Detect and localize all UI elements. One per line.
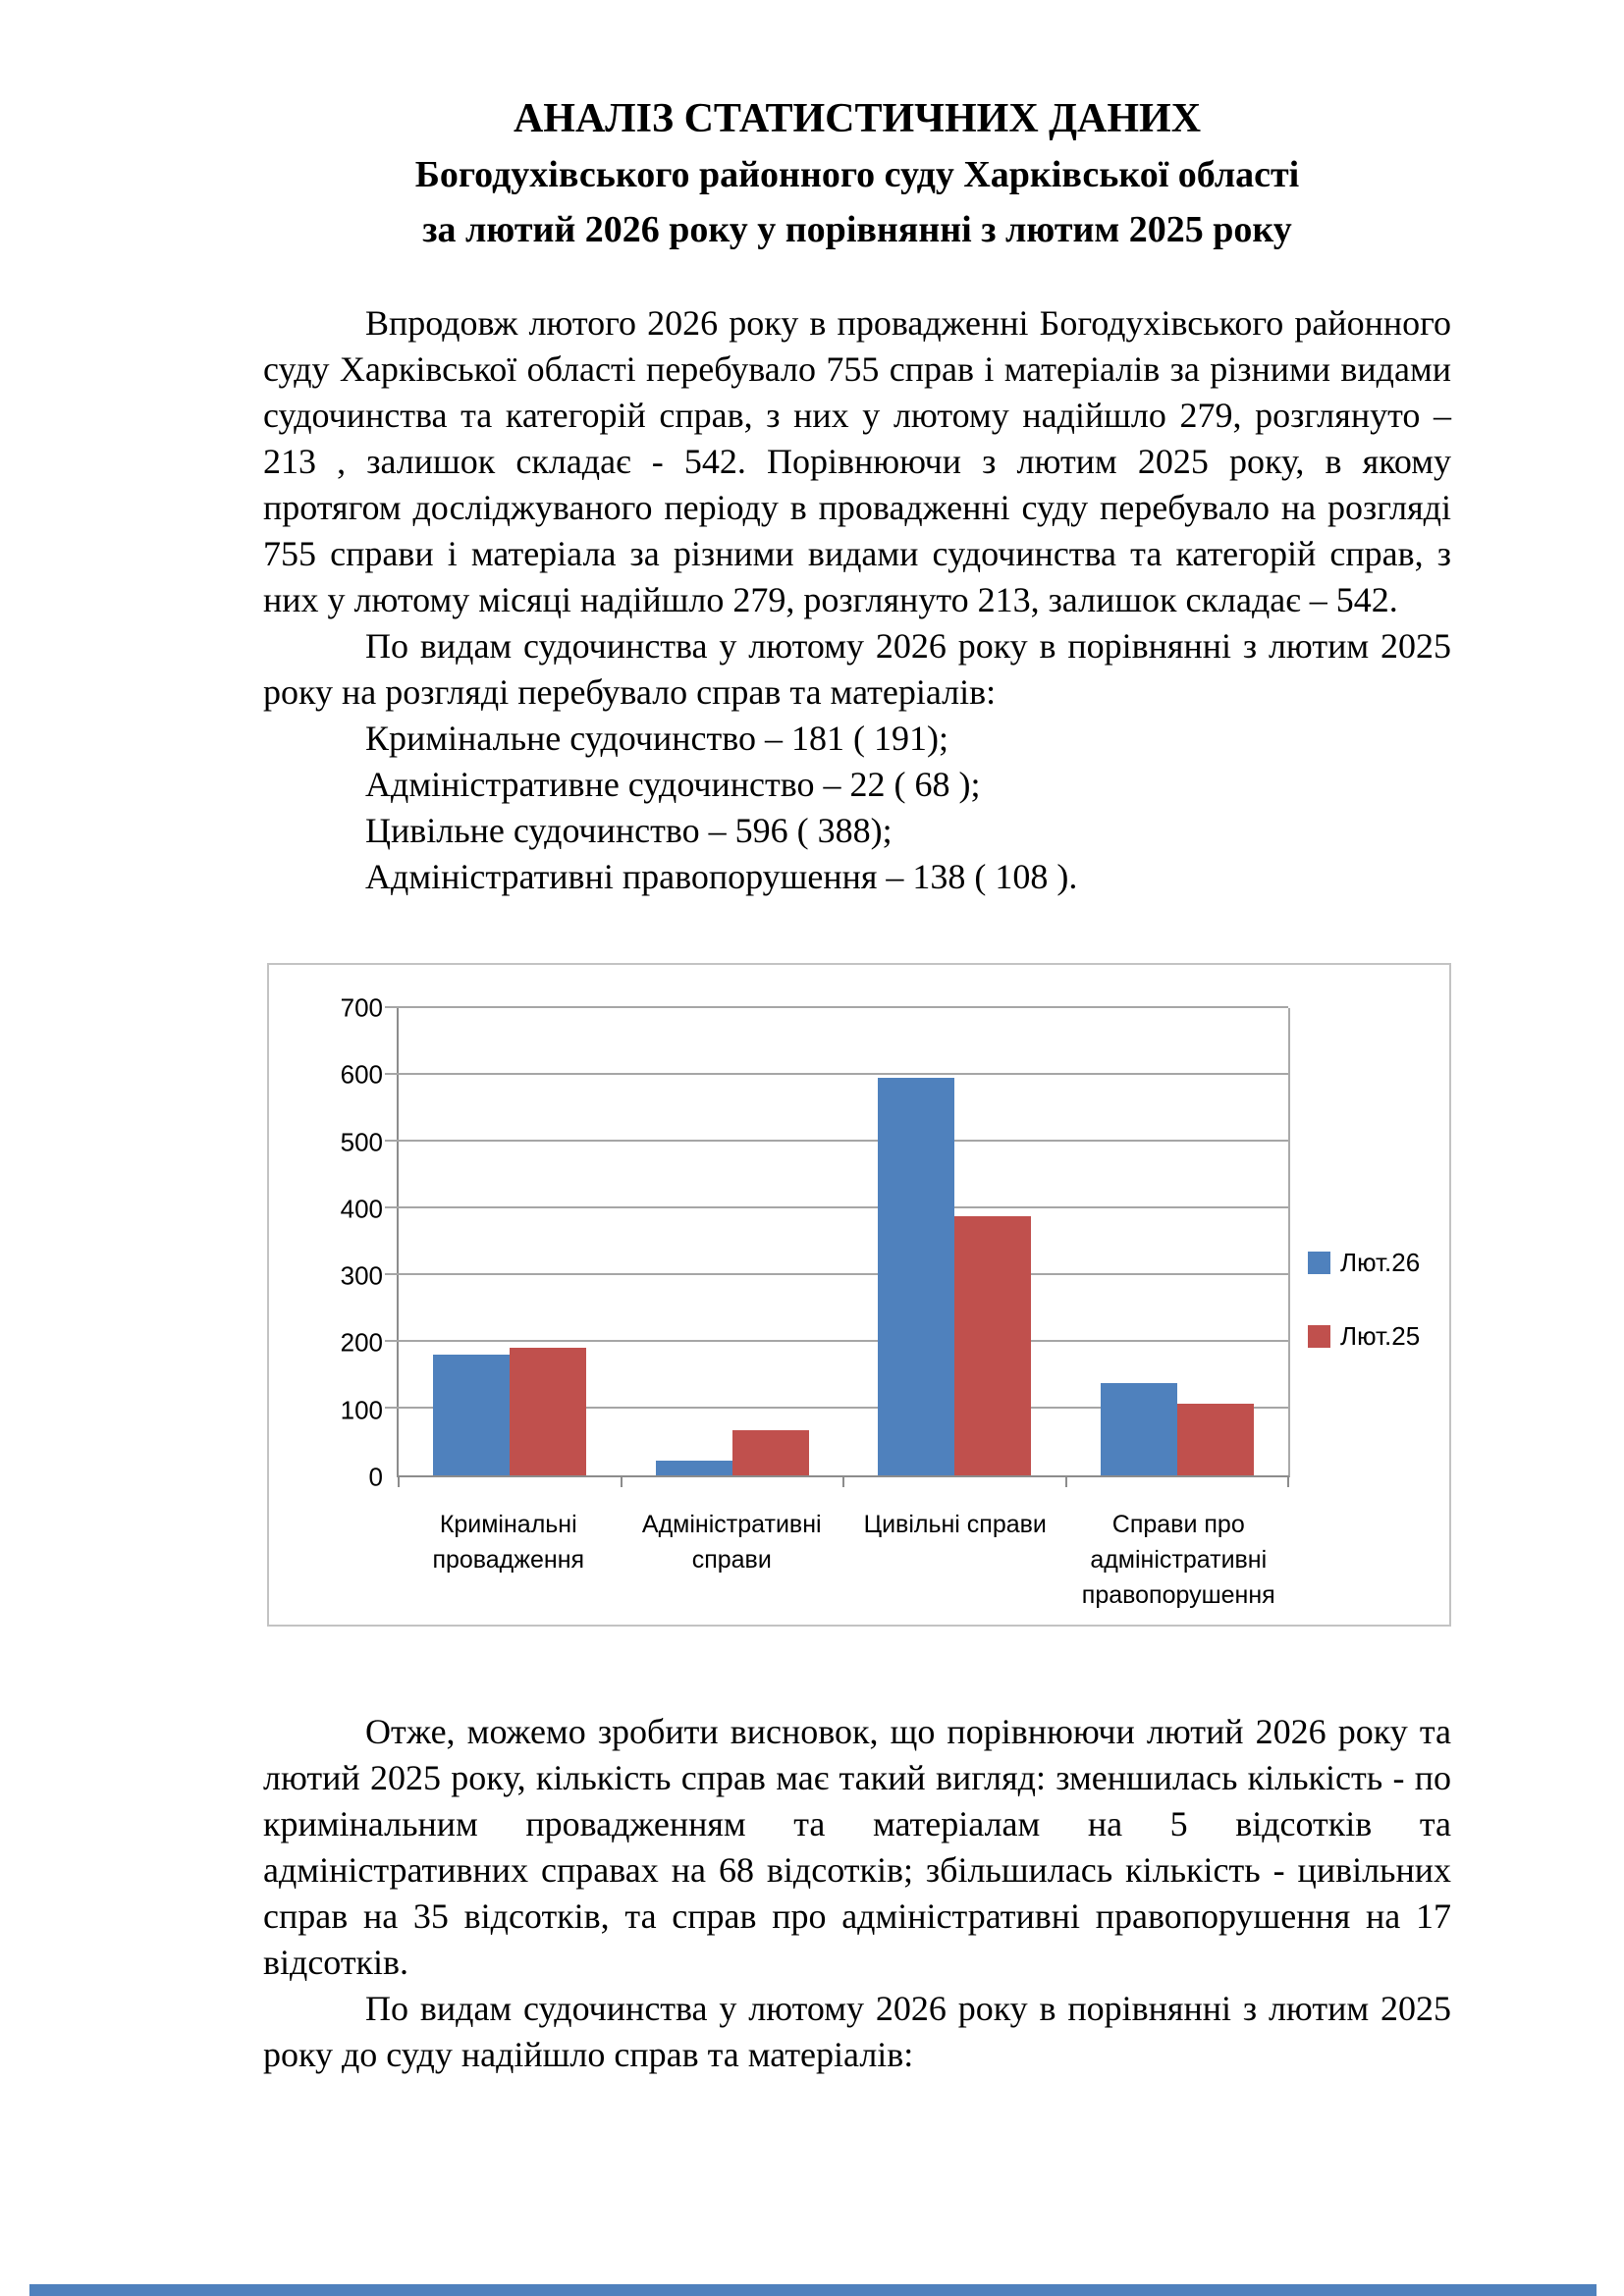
bar-Лют.26 — [656, 1461, 732, 1475]
table-header-strip — [29, 2284, 1597, 2296]
y-axis-label: 600 — [340, 1059, 383, 1090]
paragraph-incoming-cases: По видам судочинства у лютому 2026 року в порівнянні з лютим 2025 року до суду надійшло справ та матеріалів: — [263, 1989, 1451, 2074]
bar-Лют.26 — [878, 1078, 954, 1475]
y-axis-label: 700 — [340, 992, 383, 1023]
x-axis-tick — [1287, 1475, 1289, 1487]
document-title — [263, 90, 1451, 257]
x-axis-tick — [621, 1475, 623, 1487]
title-line-2: Богодухівського районного суду Харківської області — [414, 154, 1300, 195]
legend-label: Лют.25 — [1340, 1321, 1421, 1351]
x-axis-label: Адміністративні справи — [641, 1511, 822, 1574]
bar-Лют.25 — [1177, 1404, 1254, 1475]
x-axis-tick — [1065, 1475, 1067, 1487]
list-item-civil: Цивільне судочинство – 596 ( 388); — [365, 811, 893, 850]
bar-Лют.25 — [732, 1430, 809, 1475]
y-axis-label: 400 — [340, 1194, 383, 1224]
bar-chart — [267, 963, 1451, 1627]
list-item-criminal: Кримінальне судочинство – 181 ( 191); — [365, 719, 948, 758]
bar-Лют.26 — [1101, 1383, 1177, 1475]
legend-item — [1308, 1321, 1420, 1352]
legend-label: Лют.26 — [1340, 1248, 1421, 1277]
bar-Лют.25 — [510, 1348, 586, 1475]
title-line-1: АНАЛІЗ СТАТИСТИЧНИХ ДАНИХ — [513, 96, 1202, 141]
list-item-admin-offenses: Адміністративні правопорушення – 138 ( 108 ). — [365, 857, 1078, 896]
x-axis-label: Кримінальні провадження — [432, 1511, 585, 1574]
x-axis-label: Цивільні справи — [863, 1511, 1047, 1538]
bar-group — [399, 1008, 622, 1475]
bar-Лют.26 — [433, 1355, 510, 1475]
x-axis-tick — [398, 1475, 400, 1487]
y-axis-label: 100 — [340, 1395, 383, 1425]
paragraph-overview: Впродовж лютого 2026 року в провадженні Богодухівського районного суду Харківської області перебувало 755 справ і матеріалів за різними видами судочинства та категорій справ, з них у лютому надійшло 279, розглянуто – 213 , залишок складає - 542. Порівнюючи з лютим 2025 року, в якому протягом досліджуваного періоду в провадженні суду перебувало на розгляді 755 справи і матеріала за різними видами судочинства та категорій справ, з них у лютому місяці надійшло 279, розглянуто 213, залишок складає – 542. — [263, 303, 1451, 619]
legend-item — [1308, 1248, 1420, 1278]
bar-Лют.25 — [954, 1216, 1031, 1475]
bar-group — [1066, 1008, 1289, 1475]
chart-plot — [397, 1008, 1290, 1477]
legend-swatch — [1308, 1252, 1330, 1274]
x-axis-tick — [842, 1475, 844, 1487]
list-item-administrative-court: Адміністративне судочинство – 22 ( 68 ); — [365, 765, 981, 804]
paragraph-conclusion: Отже, можемо зробити висновок, що порівнюючи лютий 2026 року та лютий 2025 року, кількість справ має такий вигляд: зменшилась кількість - по кримінальним провадженням та матеріалам на 5 відсотків та адміністративних справах на 68 відсотків; збільшилась кількість - цивільних справ на 35 відсотків, та справ про адміністративні правопорушення на 17 відсотків. — [263, 1712, 1451, 1982]
y-axis-label: 200 — [340, 1327, 383, 1358]
case-type-list — [263, 716, 1451, 900]
chart-legend — [1308, 1248, 1420, 1395]
y-axis-label: 0 — [368, 1462, 383, 1492]
paragraph-by-court-types: По видам судочинства у лютому 2026 року в порівнянні з лютим 2025 року на розгляді перебувало справ та матеріалів: — [263, 626, 1451, 712]
title-line-3: за лютий 2026 року у порівнянні з лютим 2025 року — [422, 209, 1292, 250]
bar-group — [843, 1008, 1066, 1475]
chart-x-labels — [397, 1507, 1290, 1613]
y-axis-label: 300 — [340, 1260, 383, 1291]
x-axis-label: Справи про адміністративні правопорушення — [1081, 1511, 1275, 1609]
legend-swatch — [1308, 1325, 1330, 1348]
y-axis-label: 500 — [340, 1127, 383, 1157]
bar-group — [622, 1008, 844, 1475]
